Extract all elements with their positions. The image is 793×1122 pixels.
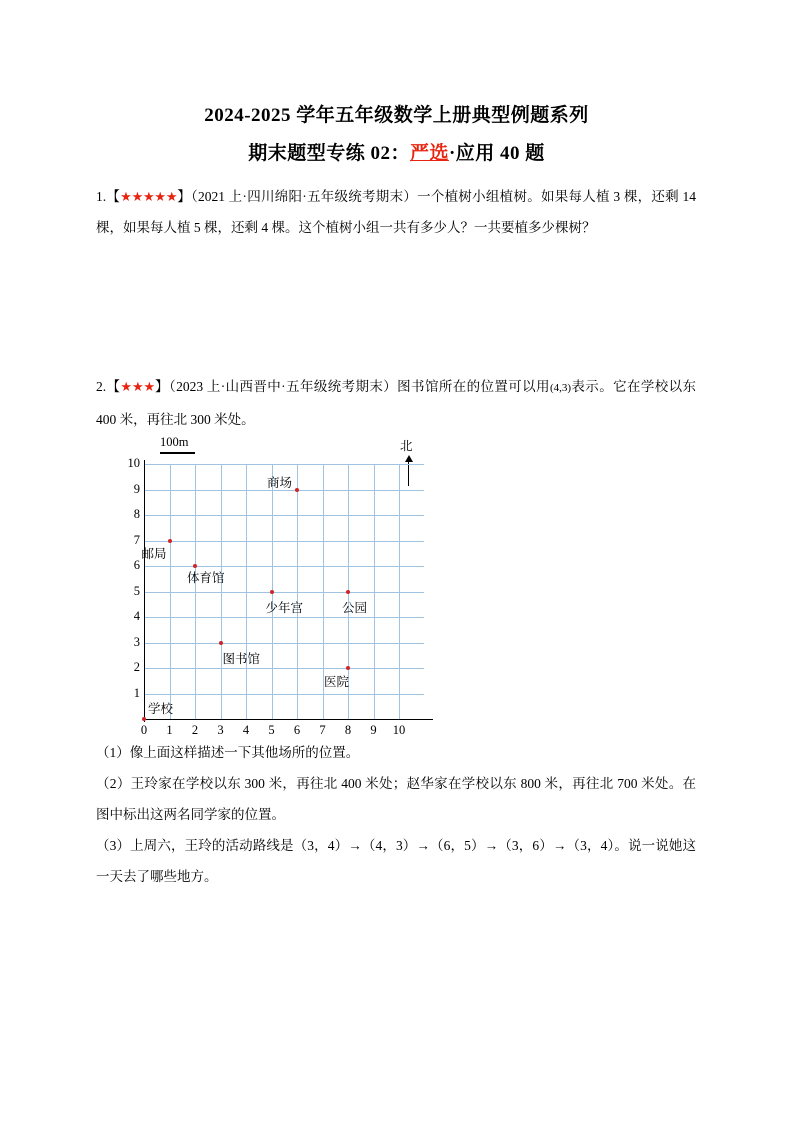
map-point-label: 邮局 [141,546,167,561]
map-point-label: 学校 [148,702,174,716]
y-axis-tick-label: 2 [133,660,140,674]
grid-line-horizontal [144,694,424,695]
scale-bar [160,452,195,454]
grid-line-horizontal [144,566,424,567]
x-axis-tick-label: 2 [191,723,199,737]
map-point-label: 体育馆 [187,571,225,585]
bracket-open: 【 [106,189,121,204]
grid-line-horizontal [144,515,424,516]
title-suffix: ·应用 40 题 [448,143,545,164]
grid-line-horizontal [144,541,424,542]
map-point-marker [219,641,223,645]
document-title-line1: 2024-2025 学年五年级数学上册典型例题系列 [204,105,589,126]
y-axis-tick-label: 1 [133,685,140,700]
y-axis-tick-label: 8 [133,507,140,521]
grid-line-horizontal [144,464,424,465]
x-axis-tick-label: 9 [370,723,377,737]
map-point-marker [168,539,172,543]
map-point-marker [270,590,274,594]
bracket-open: 【 [106,379,121,394]
x-axis-tick-label: 10 [392,723,406,737]
map-point-label: 公园 [342,600,368,615]
question-2-source: （2023 上·山西晋中·五年级统考期末） [168,379,398,394]
question-1-source: （2021 上·四川绵阳·五年级统考期末） [191,189,418,204]
bracket-close: 】 [177,189,192,204]
x-axis-tick-label: 1 [166,723,173,737]
title-prefix: 期末题型专练 02： [248,143,410,164]
y-axis-tick-label: 3 [133,634,140,649]
x-axis [143,719,433,720]
question-1-text: 一个植树小组植树。如果每人植 3 棵，还剩 14 棵，如果每人植 5 棵，还剩 4 棵。这个植树小组一共有多少人？一共要植多少棵树？ [96,189,697,235]
x-axis-tick-label: 6 [293,723,301,737]
question-1-number: 1. [96,189,107,204]
map-point-marker [295,488,299,492]
grid-line-vertical [399,464,400,719]
coordinate-grid-figure [127,435,448,737]
title-highlight: 严选 [409,143,449,164]
map-point-marker [142,717,146,721]
question-2 [96,371,696,435]
y-axis-tick-label: 9 [133,481,140,496]
x-axis-tick-label: 5 [268,723,275,737]
map-point-marker [346,590,350,594]
grid-area [141,464,424,719]
question-2-sub-3: （3）上周六，王玲的活动路线是（3，4）→（4，3）→（6，5）→（3，6）→（3，4）。说一说她这一天去了哪些地方。 [96,838,696,884]
question-2-text-part2: 表示。它在学校以东 400 米，再往北 300 米处。 [96,379,697,427]
north-label: 北 [400,439,413,453]
x-axis-tick-label: 0 [140,723,148,737]
grid-line-horizontal [144,643,424,644]
scale-label: 100m [160,435,189,449]
grid-line-horizontal [144,668,424,669]
question-2-sub-1: （1）像上面这样描述一下其他场所的位置。 [96,745,360,760]
question-2-text-part1: 图书馆所在的位置可以用 [397,379,550,394]
grid-line-horizontal [144,617,424,618]
grid-line-vertical [297,464,298,719]
y-axis-tick-label: 10 [127,456,140,470]
difficulty-stars-1: ★★★★★ [120,189,178,204]
grid-line-vertical [374,464,375,719]
bracket-close: 】 [155,379,169,394]
map-point-label: 少年宫 [265,600,304,615]
x-axis-tick-label: 8 [344,723,352,737]
map-point-label: 商场 [267,475,293,490]
y-axis-tick-label: 6 [133,558,140,572]
difficulty-stars-2: ★★★ [120,379,156,394]
question-2-sub-2: （2）王玲家在学校以东 300 米，再往北 400 米处；赵华家在学校以东 800 米，再往北 700 米处。在图中标出这两名同学家的位置。 [96,776,696,822]
y-axis-tick-label: 5 [133,583,140,598]
map-point-label: 医院 [324,675,350,689]
x-axis-tick-label: 4 [242,723,250,737]
y-axis-tick-label: 4 [133,609,140,623]
document-title-line2 [0,138,793,165]
question-2-coordinate: (4,3) [549,382,572,394]
y-axis-tick-label: 7 [133,532,140,547]
grid-line-horizontal [144,592,424,593]
question-2-number: 2. [96,379,107,394]
x-axis-tick-label: 3 [217,723,224,737]
map-point-label: 图书馆 [222,651,261,666]
y-axis [144,460,145,722]
x-axis-tick-label: 7 [319,723,326,737]
map-point-marker [346,666,350,670]
question-1 [96,181,696,243]
